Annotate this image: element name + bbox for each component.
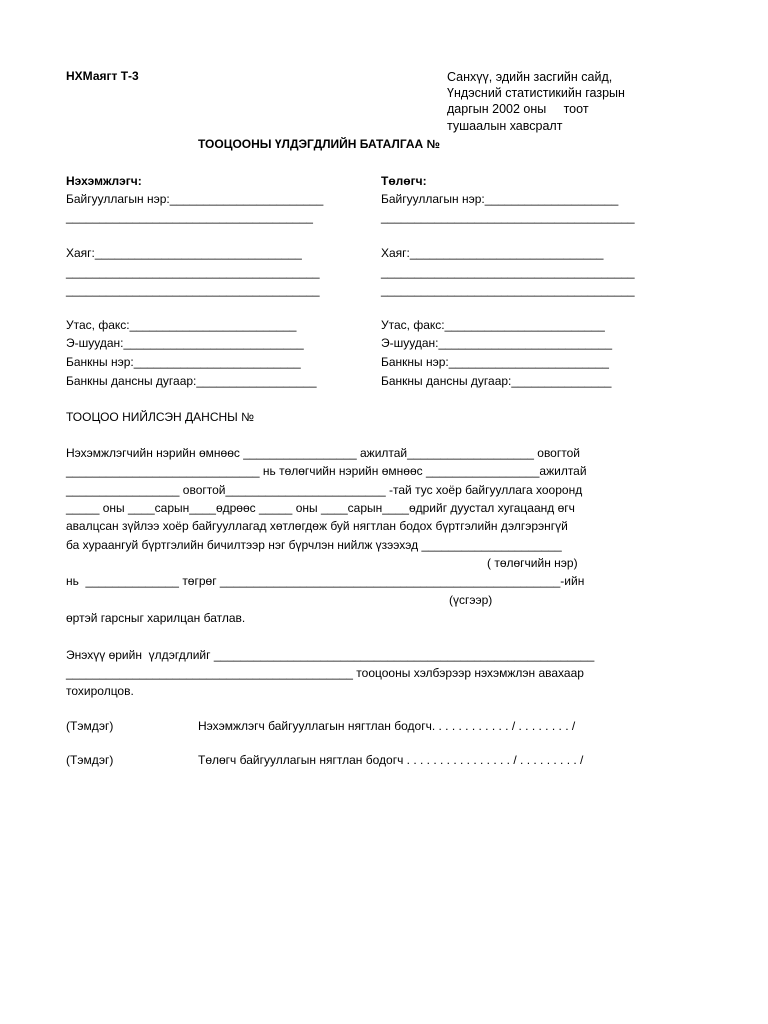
claimant-address-cont-2: ______________________________________ xyxy=(66,283,320,297)
payer-org-name-cont: ______________________________________ xyxy=(381,210,635,224)
payer-phone-fax: Утас, факс:________________________ xyxy=(381,318,605,332)
body-line-6: ба хураангуй бүртгэлийн бичилтээр нэг бүрчлэн нийлж үзээхэд _____________________ xyxy=(66,538,562,552)
claimant-bank-account: Банкны дансны дугаар:__________________ xyxy=(66,374,317,388)
payer-accountant-signature: Төлөгч байгууллагын нягтлан бодогч . . . . . . . . . . . . . . . . / . . . . . . . . . / xyxy=(198,753,584,767)
claimant-phone-fax: Утас, факс:_________________________ xyxy=(66,318,297,332)
claimant-stamp-label: (Тэмдэг) xyxy=(66,719,114,733)
payer-address-cont-2: ______________________________________ xyxy=(381,283,635,297)
body-line-2: _____________________________ нь төлөгчийн нэрийн өмнөөс _________________ажилтай xyxy=(66,464,587,478)
payer-bank-account: Банкны дансны дугаар:_______________ xyxy=(381,374,612,388)
body-line-8: өртэй гарсныг харилцан батлав. xyxy=(66,611,246,625)
claimant-accountant-signature: Нэхэмжлэгч байгууллагын нягтлан бодогч. . . . . . . . . . . . / . . . . . . . . / xyxy=(198,719,576,733)
claimant-email: Э-шуудан:___________________________ xyxy=(66,336,304,350)
payer-bank-name: Банкны нэр:________________________ xyxy=(381,355,609,369)
payer-org-name: Байгууллагын нэр:____________________ xyxy=(381,192,619,206)
claimant-bank-name: Банкны нэр:_________________________ xyxy=(66,355,301,369)
claimant-heading: Нэхэмжлэгч: xyxy=(66,174,142,188)
agreement-line-2: ___________________________________________ тооцооны хэлбэрээр нэхэмжлэн авахаар xyxy=(66,666,584,680)
body-line-1: Нэхэмжлэгчийн нэрийн өмнөөс _________________ ажилтай___________________ овогтой xyxy=(66,446,580,460)
approval-line-2: Үндэсний статистикийн газрын xyxy=(447,86,625,100)
body-line-5: авалцсан зүйлээ хоёр байгууллагад хөтлөгдөж буй нягтлан бодох бүртгэлийн дэлгэрэнгүй xyxy=(66,519,568,533)
agreement-line-1: Энэхүү өрийн үлдэгдлийг _________________________________________________________ xyxy=(66,648,595,662)
body-line-3: _________________ овогтой________________________ -тай тус хоёр байгууллага хооронд xyxy=(66,483,583,497)
approval-line-1: Санхүү, эдийн засгийн сайд, xyxy=(447,70,613,84)
claimant-address-cont-1: ______________________________________ xyxy=(66,265,320,279)
body-line-4: _____ оны ____сарын____өдрөөс _____ оны ____сарын____өдрийг дуустал хугацаанд өгч xyxy=(66,501,575,515)
claimant-org-name: Байгууллагын нэр:_______________________ xyxy=(66,192,324,206)
form-code: НХМаягт Т-3 xyxy=(66,69,139,83)
claimant-address: Хаяг:_______________________________ xyxy=(66,246,302,260)
agreement-line-3: тохиролцов. xyxy=(66,684,134,698)
in-letters-note: (үсгээр) xyxy=(449,593,493,607)
document-title: ТООЦООНЫ ҮЛДЭГДЛИЙН БАТАЛГАА № xyxy=(198,137,440,151)
claimant-org-name-cont: _____________________________________ xyxy=(66,210,313,224)
body-line-7: нь ______________ төгрөг ___________________________________________________-ийн xyxy=(66,574,585,588)
payer-email: Э-шуудан:__________________________ xyxy=(381,336,613,350)
payer-address-cont-1: ______________________________________ xyxy=(381,265,635,279)
payer-name-note: ( төлөгчийн нэр) xyxy=(487,556,578,570)
approval-line-4: тушаалын хавсралт xyxy=(447,119,563,133)
payer-address: Хаяг:_____________________________ xyxy=(381,246,604,260)
payer-heading: Төлөгч: xyxy=(381,174,427,188)
account-heading: ТООЦОО НИЙЛСЭН ДАНСНЫ № xyxy=(66,410,254,424)
approval-line-3: даргын 2002 оны тоот xyxy=(447,102,589,116)
payer-stamp-label: (Тэмдэг) xyxy=(66,753,114,767)
